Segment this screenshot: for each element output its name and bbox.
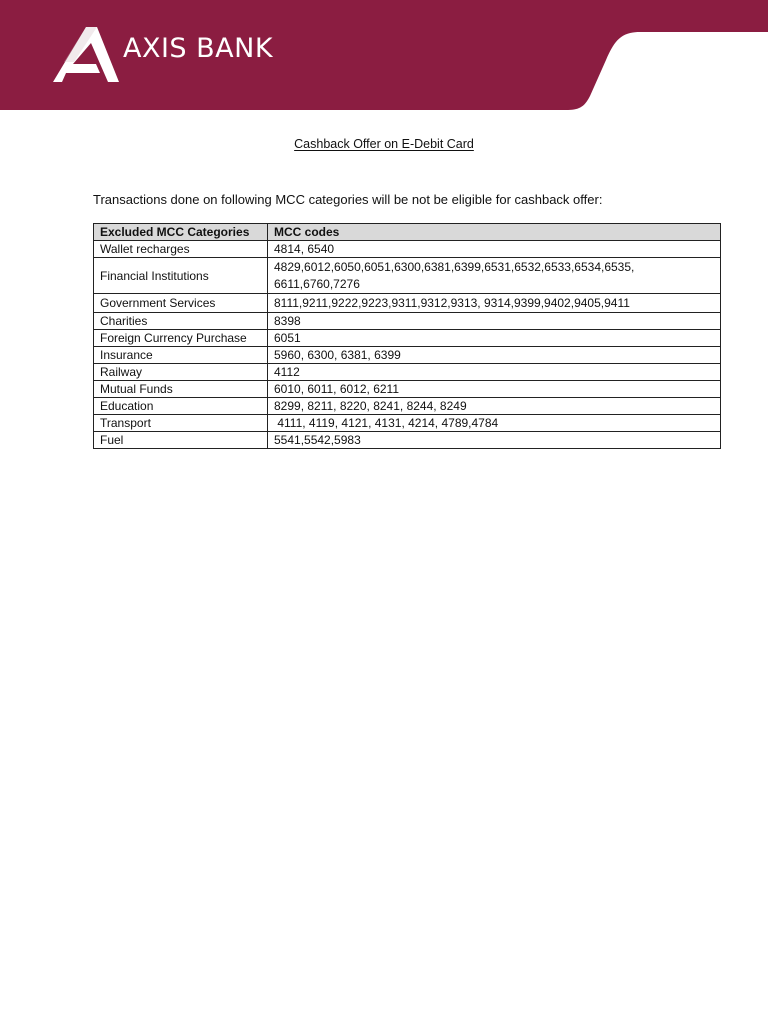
table-row	[94, 381, 721, 398]
codes-cell: 4814, 6540	[268, 241, 721, 258]
table-row	[94, 415, 721, 432]
column-header-codes: MCC codes	[268, 224, 721, 241]
category-cell: Financial Institutions	[94, 258, 268, 294]
header-background	[0, 0, 768, 112]
codes-cell: 8398	[268, 313, 721, 330]
codes-cell: 8111,9211,9222,9223,9311,9312,9313, 9314,9399,9402,9405,9411	[268, 294, 721, 313]
table-row	[94, 364, 721, 381]
intro-text: Transactions done on following MCC categories will be not be eligible for cashback offer:	[93, 192, 603, 207]
codes-cell: 6051	[268, 330, 721, 347]
category-cell: Government Services	[94, 294, 268, 313]
codes-cell: 8299, 8211, 8220, 8241, 8244, 8249	[268, 398, 721, 415]
table-row	[94, 347, 721, 364]
mcc-table	[93, 223, 721, 449]
category-cell: Mutual Funds	[94, 381, 268, 398]
document-title: Cashback Offer on E-Debit Card	[294, 137, 474, 151]
table-row	[94, 294, 721, 313]
codes-cell: 4111, 4119, 4121, 4131, 4214, 4789,4784	[268, 415, 721, 432]
brand-name: AXIS BANK	[123, 33, 274, 64]
header-banner	[0, 0, 768, 112]
codes-cell	[268, 258, 721, 294]
category-cell: Fuel	[94, 432, 268, 449]
category-cell: Foreign Currency Purchase	[94, 330, 268, 347]
category-cell: Wallet recharges	[94, 241, 268, 258]
codes-cell: 5541,5542,5983	[268, 432, 721, 449]
table-row	[94, 432, 721, 449]
category-cell: Insurance	[94, 347, 268, 364]
table-row	[94, 330, 721, 347]
category-cell: Charities	[94, 313, 268, 330]
codes-cell: 4112	[268, 364, 721, 381]
codes-cell: 5960, 6300, 6381, 6399	[268, 347, 721, 364]
codes-line: 4829,6012,6050,6051,6300,6381,6399,6531,6532,6533,6534,6535,	[274, 259, 635, 274]
column-header-category: Excluded MCC Categories	[94, 224, 268, 241]
codes-cell: 6010, 6011, 6012, 6211	[268, 381, 721, 398]
table-row	[94, 313, 721, 330]
codes-line: 6611,6760,7276	[274, 276, 360, 291]
table-row	[94, 398, 721, 415]
category-cell: Transport	[94, 415, 268, 432]
table-header-row	[94, 224, 721, 241]
category-cell: Education	[94, 398, 268, 415]
table-row	[94, 241, 721, 258]
category-cell: Railway	[94, 364, 268, 381]
table-row	[94, 258, 721, 294]
